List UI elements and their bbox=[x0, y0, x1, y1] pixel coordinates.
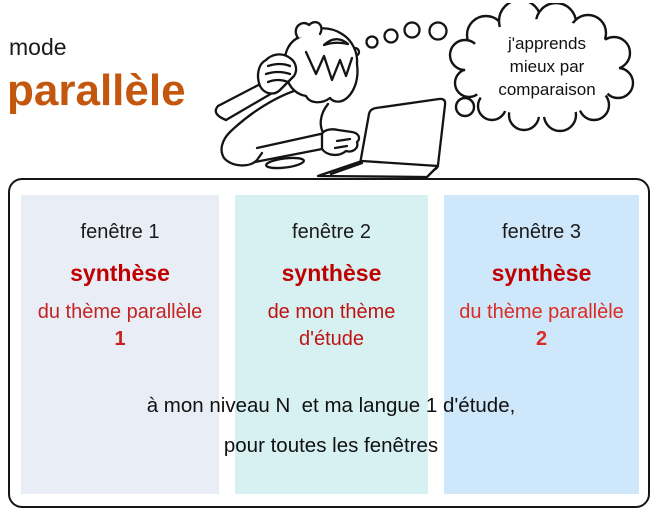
thought-line: mieux par bbox=[509, 57, 585, 76]
window-2-subtitle-line2: d'étude bbox=[299, 328, 364, 350]
window-1-heading: synthèse bbox=[70, 260, 170, 286]
mode-label: mode bbox=[9, 34, 67, 60]
panel-footer-line1: à mon niveau N et ma langue 1 d'étude, bbox=[146, 394, 516, 417]
thought-line: comparaison bbox=[498, 80, 596, 99]
thought-line: j'apprends bbox=[508, 34, 586, 53]
window-2-heading: synthèse bbox=[281, 260, 382, 286]
thought-bubble-text bbox=[448, 32, 646, 101]
window-3-subtitle-line1: du thème parallèle bbox=[459, 301, 624, 323]
thinking-person-icon bbox=[210, 0, 460, 182]
window-3-heading: synthèse bbox=[491, 260, 592, 286]
thought-dots-icon bbox=[351, 23, 447, 57]
window-1-label: fenêtre 1 bbox=[80, 221, 160, 243]
window-2-label: fenêtre 2 bbox=[292, 221, 371, 243]
panel-footer-line2: pour toutes les fenêtres bbox=[223, 434, 439, 457]
page-title: parallèle bbox=[7, 66, 186, 115]
window-3-subtitle bbox=[444, 299, 639, 353]
window-3-subtitle-line2: 2 bbox=[535, 328, 548, 350]
window-1-subtitle bbox=[21, 299, 219, 353]
window-2-subtitle bbox=[235, 299, 428, 353]
window-1-subtitle-line2: 1 bbox=[114, 328, 126, 350]
window-2-subtitle-line1: de mon thème bbox=[267, 301, 396, 323]
thought-bubble bbox=[448, 3, 646, 145]
window-3-label: fenêtre 3 bbox=[502, 221, 581, 243]
windows-panel bbox=[8, 178, 650, 508]
window-1-subtitle-line1: du thème parallèle bbox=[37, 301, 203, 323]
